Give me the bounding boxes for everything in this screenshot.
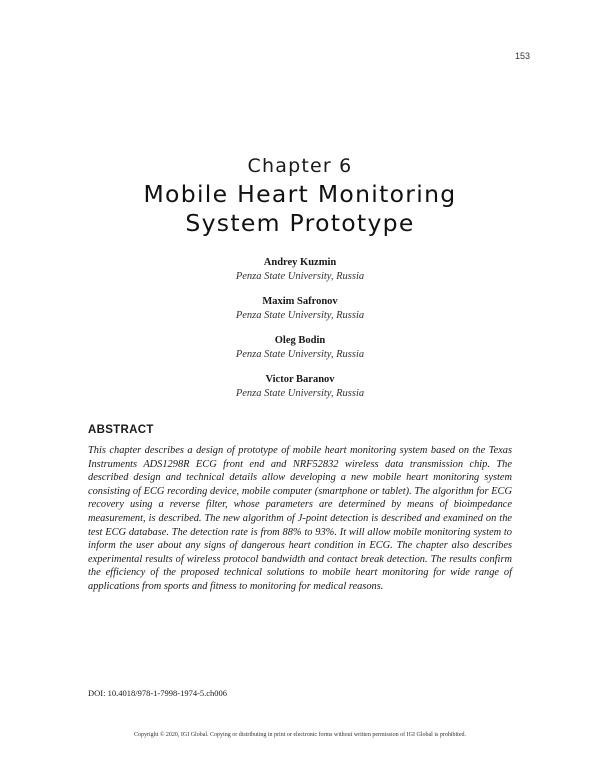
- chapter-title-line-2: System Prototype: [185, 209, 415, 237]
- author-affiliation: Penza State University, Russia: [235, 388, 365, 399]
- chapter-title-line-1: Mobile Heart Monitoring: [143, 180, 457, 208]
- doi-text: DOI: 10.4018/978-1-7998-1974-5.ch006: [88, 688, 228, 698]
- author-name: Maxim Safronov: [262, 296, 338, 307]
- page-number: 153: [515, 51, 531, 61]
- author-block: [0, 334, 600, 373]
- copyright-notice: Copyright © 2020, IGI Global. Copying or distributing in print or electronic forms without written permission of IGI Global is prohibited.: [133, 732, 466, 738]
- author-name: Andrey Kuzmin: [263, 257, 337, 268]
- author-list: [0, 256, 600, 412]
- author-affiliation: Penza State University, Russia: [235, 349, 365, 360]
- author-affiliation: Penza State University, Russia: [235, 271, 365, 282]
- author-name: Victor Baranov: [265, 374, 335, 385]
- chapter-title: [0, 180, 600, 238]
- author-name: Oleg Bodin: [274, 335, 326, 346]
- author-affiliation: Penza State University, Russia: [235, 310, 365, 321]
- chapter-label: Chapter 6: [247, 155, 353, 177]
- abstract-heading: ABSTRACT: [88, 424, 154, 436]
- author-block: [0, 256, 600, 295]
- author-block: [0, 295, 600, 334]
- abstract-text: This chapter describes a design of prototype of mobile heart monitoring system based on the Texas Instruments ADS1298R ECG front end and NRF52832 wireless data transmission chip. The described design and technical details allow developing a new mobile heart monitoring system consisting of ECG recording device, mobile computer (smartphone or tablet). The algorithm for ECG recovery using a reverse filter, whose parameters are determined by means of bioimpedance measurement, is described. The new algorithm of J-point detection is described and examined on the test ECG database. The detection rate is from 88% to 93%. It will allow mobile monitoring system to inform the user about any signs of dangerous heart condition in ECG. The chapter also describes experimental results of wireless protocol bandwidth and contact break detection. The results confirm the efficiency of the proposed technical solutions to mobile heart monitoring for wide range of applications from sports and fitness to monitoring for medical reasons.: [88, 445, 512, 592]
- author-block: [0, 373, 600, 412]
